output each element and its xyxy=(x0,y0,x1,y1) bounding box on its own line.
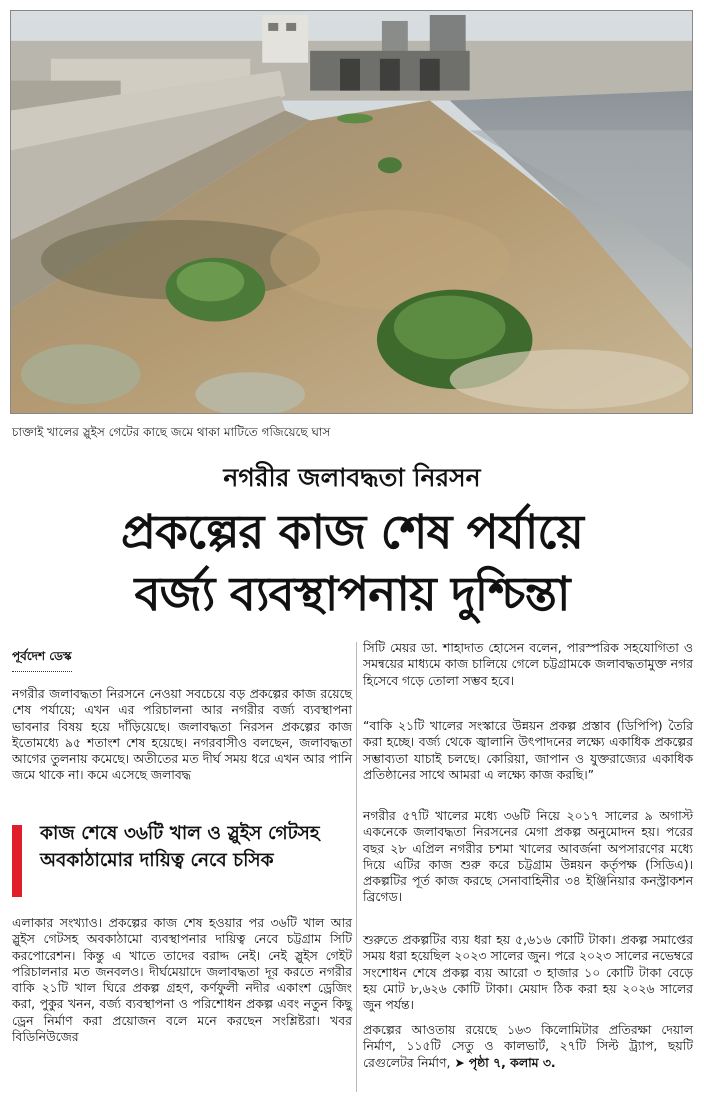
paragraph-text: নগরীর ৫৭টি খালের মধ্যে ৩৬টি নিয়ে ২০১৭ সালের ৯ অগাস্ট একনেকে জলাবদ্ধতা নিরসনের মেগা প্রকল্প অনুমোদন হয়। পরের বছর ২৮ এপ্রিল নগরীর চশমা খালের আবর্জনা অপসারণের মধ্যে দিয়ে এটির কাজ শুরু করে চট্টগ্রাম উন্নয়ন কর্তৃপক্ষ (সিডিএ)। প্রকল্পটির পূর্ত কাজ করছে সেনাবাহিনীর ৩৪ ইঞ্জিনিয়ার কনস্ট্রাকশন ব্রিগেড। xyxy=(363,808,693,905)
subhead-accent-bar xyxy=(12,825,22,897)
right-paragraph-4 xyxy=(363,932,693,1013)
paragraph-text: শুরুতে প্রকল্পটির ব্যয় ধরা হয় ৫,৬১৬ কোটি টাকা। প্রকল্প সমাপ্তের সময় ধরা হয়েছিল ২০২৩ সালের জুন। পরে ২০২৩ সালের নভেম্বরে সংশোধন শেষে প্রকল্প ব্যয় আরো ৩ হাজার ১০ কোটি টাকা বেড়ে হয় মোট ৮,৬২৬ কোটি টাকা। মেয়াদ ঠিক করা হয় ২০২৬ সালের জুন পর্যন্ত। xyxy=(363,932,693,1013)
byline: পূর্বদেশ ডেস্ক xyxy=(12,648,72,672)
paragraph-text-run: প্রকল্পের আওতায় রয়েছে ১৬৩ কিলোমিটার প্রতিরক্ষা দেয়াল নির্মাণ, ১১৫টি সেতু ও কালভার্ট, ২৭টি সিল্ট ট্র্যাপ, ছয়টি রেগুলেটর নির্মাণ, xyxy=(363,1022,693,1070)
continued-on-page-link[interactable]: পৃষ্ঠা ৭, কলাম ৩. xyxy=(468,1054,556,1070)
paragraph-text: নগরীর জলাবদ্ধতা নিরসনে নেওয়া সবচেয়ে বড় প্রকল্পের কাজ রয়েছে শেষ পর্যায়ে; এখন এর পরিচালনা আর নগরীর বর্জ্য ব্যবস্থাপনা ভাবনার বিষয় হয়ে দাঁড়িয়েছে। জলাবদ্ধতা নিরসন প্রকল্পের কাজ ইতোমধ্যে ৯৫ শতাংশ শেষ হয়েছে। নগরবাসীও বলছেন, জলাবদ্ধতা আগের তুলনায় কমেছে। অতীতের মত দীর্ঘ সময় ধরে এখন আর পানি জমে থাকে না। কমে এসেছে জলাবদ্ধ xyxy=(12,686,352,783)
right-paragraph-3 xyxy=(363,808,693,906)
right-paragraph-5 xyxy=(363,1022,693,1071)
paragraph-text: এলাকার সংখ্যাও। প্রকল্পের কাজ শেষ হওয়ার পর ৩৬টি খাল আর স্লুইস গেটসহ অবকাঠামো ব্যবস্থাপনার দায়িত্ব নেবে চট্টগ্রাম সিটি করপোরেশন। কিন্তু এ খাতে তাদের বরাদ্দ নেই। নেই স্লুইস গেইট পরিচালনার মত জনবলও। দীর্ঘমেয়াদে জলাবদ্ধতা দূর করতে নগরীর বাকি ২১টি খাল ঘিরে প্রকল্প গ্রহণ, কর্ণফুলী নদীর একাংশ ড্রেজিং করা, পুকুর খনন, বর্জ্য ব্যবস্থাপনা ও পরিশোধন প্রকল্প এবং নতুন কিছু ড্রেন নির্মাণ করা প্রয়োজন বলে মনে করছেন সংশ্লিষ্টরা। খবর বিডিনিউজের xyxy=(12,915,352,1045)
kicker: নগরীর জলাবদ্ধতা নিরসন xyxy=(223,463,481,492)
paragraph-text: “বাকি ২১টি খালের সংস্কারে উন্নয়ন প্রকল্প প্রস্তাব (ডিপিপি) তৈরি করা হচ্ছে। বর্জ্য থেকে জ্বালানি উৎপাদনের লক্ষ্যে একাধিক প্রকল্পের সম্ভাব্যতা যাচাই চলছে। কোরিয়া, জাপান ও যুক্তরাজ্যের একাধিক প্রতিষ্ঠানের সাথে আমরা এ লক্ষ্যে কাজ করছি।” xyxy=(363,718,693,782)
paragraph-text: সিটি মেয়র ডা. শাহাদাত হোসেন বলেন, পারস্পরিক সহযোগিতা ও সমন্বয়ের মাধ্যমে কাজ চালিয়ে গেলে চট্টগ্রামকে জলাবদ্ধতামুক্ত নগর হিসেবে গড়ে তোলা সম্ভব হবে। xyxy=(363,640,693,688)
right-paragraph-2 xyxy=(363,718,693,783)
jump-arrow-icon: ➤ xyxy=(454,1054,465,1070)
paragraph-text xyxy=(363,1022,693,1071)
photo-caption: চাক্তাই খালের স্লুইস গেটের কাছে জমে থাকা মাটিতে গজিয়েছে ঘাস xyxy=(12,425,331,439)
headline-line-1: প্রকল্পের কাজ শেষ পর্যায়ে xyxy=(121,505,583,560)
subhead-text: কাজ শেষে ৩৬টি খাল ও স্লুইস গেটসহ অবকাঠামোর দায়িত্ব নেবে চসিক xyxy=(40,823,320,871)
headline-line-2: বর্জ্য ব্যবস্থাপনায় দুশ্চিন্তা xyxy=(134,567,570,622)
left-paragraph-1 xyxy=(12,686,352,784)
right-paragraph-1 xyxy=(363,640,693,689)
subhead-box xyxy=(12,820,352,902)
canal-sluice-gate-photo xyxy=(11,11,692,413)
left-paragraph-2 xyxy=(12,915,352,1045)
column-divider xyxy=(356,642,357,1092)
article-photo xyxy=(10,10,693,414)
